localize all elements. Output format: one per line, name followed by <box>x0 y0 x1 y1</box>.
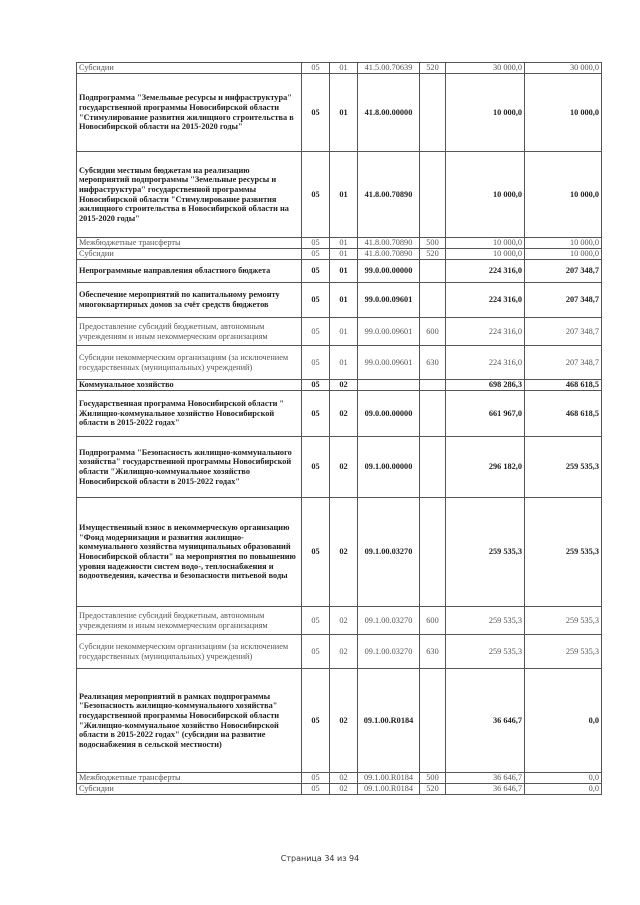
row-amount-2: 10 000,0 <box>525 249 602 260</box>
table-row <box>77 318 602 346</box>
row-subsection: 01 <box>330 238 358 249</box>
row-subsection: 01 <box>330 260 358 283</box>
budget-table <box>76 62 602 795</box>
table-row <box>77 74 602 152</box>
row-target-code: 09.1.00.03270 <box>358 498 420 607</box>
row-target-code: 41.8.00.00000 <box>358 74 420 152</box>
row-name: Реализация мероприятий в рамках подпрограммы "Безопасность жилищно-коммунального хозяйства" государственной программы Новосибирской области "Жилищно-коммунальное хозяйство Новосибирской области в 2015-2022 годах" (субсидии на развитие водоснабжения в сельской местности) <box>77 669 302 773</box>
row-name: Подпрограмма "Земельные ресурсы и инфраструктура" государственной программы Новосибирской области "Стимулирование развития жилищного строительства в Новосибирской области на 2015-2020 годы" <box>77 74 302 152</box>
row-section: 05 <box>302 380 330 391</box>
table-row <box>77 346 602 380</box>
table-row <box>77 283 602 318</box>
row-subsection: 02 <box>330 437 358 498</box>
row-subsection: 01 <box>330 152 358 238</box>
row-amount-2: 0,0 <box>525 784 602 795</box>
row-subsection: 02 <box>330 607 358 635</box>
budget-table-body <box>77 63 602 795</box>
row-target-code: 09.1.00.03270 <box>358 635 420 669</box>
row-name: Коммунальное хозяйство <box>77 380 302 391</box>
row-expense-type <box>420 74 446 152</box>
table-row <box>77 380 602 391</box>
row-expense-type <box>420 380 446 391</box>
row-amount-1: 224 316,0 <box>446 283 525 318</box>
table-row <box>77 63 602 74</box>
row-expense-type: 520 <box>420 63 446 74</box>
row-section: 05 <box>302 773 330 784</box>
row-amount-2: 259 535,3 <box>525 607 602 635</box>
row-amount-1: 10 000,0 <box>446 74 525 152</box>
row-target-code: 09.0.00.00000 <box>358 391 420 437</box>
row-amount-2: 0,0 <box>525 669 602 773</box>
row-amount-2: 10 000,0 <box>525 74 602 152</box>
row-section: 05 <box>302 249 330 260</box>
row-amount-2: 10 000,0 <box>525 238 602 249</box>
row-target-code: 09.1.00.R0184 <box>358 773 420 784</box>
table-row <box>77 498 602 607</box>
row-target-code: 99.0.00.09601 <box>358 283 420 318</box>
row-name: Субсидии некоммерческим организациям (за исключением государственных (муниципальных) учреждений) <box>77 635 302 669</box>
table-row <box>77 238 602 249</box>
row-target-code: 09.1.00.00000 <box>358 437 420 498</box>
row-section: 05 <box>302 238 330 249</box>
row-target-code <box>358 380 420 391</box>
table-row <box>77 635 602 669</box>
row-target-code: 99.0.00.00000 <box>358 260 420 283</box>
row-amount-1: 36 646,7 <box>446 669 525 773</box>
row-target-code: 41.5.00.70639 <box>358 63 420 74</box>
row-amount-2: 259 535,3 <box>525 498 602 607</box>
row-target-code: 41.8.00.70890 <box>358 249 420 260</box>
row-expense-type: 520 <box>420 784 446 795</box>
row-subsection: 01 <box>330 74 358 152</box>
row-amount-2: 207 348,7 <box>525 346 602 380</box>
table-row <box>77 607 602 635</box>
row-section: 05 <box>302 607 330 635</box>
row-name: Субсидии некоммерческим организациям (за исключением государственных (муниципальных) учреждений) <box>77 346 302 380</box>
row-name: Подпрограмма "Безопасность жилищно-коммунального хозяйства" государственной программы Новосибирской области "Жилищно-коммунальное хозяйство Новосибирской области в 2015-2022 годах" <box>77 437 302 498</box>
row-subsection: 01 <box>330 63 358 74</box>
row-subsection: 02 <box>330 635 358 669</box>
table-row <box>77 784 602 795</box>
row-amount-2: 207 348,7 <box>525 318 602 346</box>
table-row <box>77 249 602 260</box>
table-row <box>77 391 602 437</box>
row-name: Обеспечение мероприятий по капитальному ремонту многоквартирных домов за счёт средств бюджетов <box>77 283 302 318</box>
row-amount-1: 10 000,0 <box>446 238 525 249</box>
row-amount-1: 36 646,7 <box>446 784 525 795</box>
row-expense-type: 500 <box>420 238 446 249</box>
row-amount-2: 207 348,7 <box>525 260 602 283</box>
row-expense-type <box>420 391 446 437</box>
row-subsection: 02 <box>330 380 358 391</box>
row-name: Субсидии <box>77 249 302 260</box>
row-expense-type <box>420 498 446 607</box>
row-target-code: 41.8.00.70890 <box>358 238 420 249</box>
row-subsection: 02 <box>330 773 358 784</box>
row-subsection: 01 <box>330 318 358 346</box>
row-section: 05 <box>302 498 330 607</box>
row-section: 05 <box>302 346 330 380</box>
row-section: 05 <box>302 669 330 773</box>
row-amount-1: 224 316,0 <box>446 260 525 283</box>
row-subsection: 02 <box>330 669 358 773</box>
page-number: Страница 34 из 94 <box>280 854 360 863</box>
row-subsection: 02 <box>330 784 358 795</box>
row-amount-2: 468 618,5 <box>525 391 602 437</box>
row-target-code: 09.1.00.R0184 <box>358 669 420 773</box>
row-name: Предоставление субсидий бюджетным, автономным учреждениям и иным некоммерческим организациям <box>77 607 302 635</box>
row-name: Государственная программа Новосибирской области " Жилищно-коммунальное хозяйство Новосибирской области в 2015-2022 годах" <box>77 391 302 437</box>
row-expense-type <box>420 260 446 283</box>
row-amount-1: 698 286,3 <box>446 380 525 391</box>
row-amount-1: 259 535,3 <box>446 498 525 607</box>
row-name: Межбюджетные трансферты <box>77 238 302 249</box>
row-amount-1: 224 316,0 <box>446 318 525 346</box>
row-expense-type: 500 <box>420 773 446 784</box>
row-amount-1: 296 182,0 <box>446 437 525 498</box>
table-row <box>77 437 602 498</box>
table-row <box>77 773 602 784</box>
row-amount-1: 10 000,0 <box>446 152 525 238</box>
row-expense-type <box>420 283 446 318</box>
table-row <box>77 260 602 283</box>
row-amount-1: 10 000,0 <box>446 249 525 260</box>
row-section: 05 <box>302 152 330 238</box>
row-amount-2: 468 618,5 <box>525 380 602 391</box>
row-amount-2: 10 000,0 <box>525 152 602 238</box>
row-amount-2: 207 348,7 <box>525 283 602 318</box>
row-name: Субсидии <box>77 63 302 74</box>
row-name: Имущественный взнос в некоммерческую организацию "Фонд модернизации и развития жилищно-коммунального хозяйства муниципальных образований Новосибирской области" на мероприятия по повышению уровня надежности систем водо-, теплоснабжения и водоотведения, качества и безопасности питьевой воды <box>77 498 302 607</box>
row-target-code: 99.0.00.09601 <box>358 346 420 380</box>
row-amount-2: 30 000,0 <box>525 63 602 74</box>
table-row <box>77 152 602 238</box>
row-amount-1: 661 967,0 <box>446 391 525 437</box>
row-expense-type <box>420 152 446 238</box>
table-row <box>77 669 602 773</box>
row-section: 05 <box>302 283 330 318</box>
row-subsection: 01 <box>330 249 358 260</box>
row-name: Субсидии местным бюджетам на реализацию мероприятий подпрограммы "Земельные ресурсы и инфраструктура" государственной программы Новосибирской области "Стимулирование развития жилищного строительства в Новосибирской области на 2015-2020 годы" <box>77 152 302 238</box>
row-subsection: 02 <box>330 391 358 437</box>
row-amount-2: 259 535,3 <box>525 635 602 669</box>
row-section: 05 <box>302 63 330 74</box>
row-target-code: 09.1.00.R0184 <box>358 784 420 795</box>
row-expense-type: 630 <box>420 346 446 380</box>
row-amount-2: 0,0 <box>525 773 602 784</box>
row-section: 05 <box>302 260 330 283</box>
row-target-code: 99.0.00.09601 <box>358 318 420 346</box>
row-subsection: 01 <box>330 283 358 318</box>
row-section: 05 <box>302 635 330 669</box>
row-subsection: 02 <box>330 498 358 607</box>
row-amount-1: 30 000,0 <box>446 63 525 74</box>
row-subsection: 01 <box>330 346 358 380</box>
row-name: Предоставление субсидий бюджетным, автономным учреждениям и иным некоммерческим организациям <box>77 318 302 346</box>
row-amount-1: 224 316,0 <box>446 346 525 380</box>
row-amount-1: 259 535,3 <box>446 635 525 669</box>
row-expense-type: 520 <box>420 249 446 260</box>
row-name: Межбюджетные трансферты <box>77 773 302 784</box>
row-section: 05 <box>302 437 330 498</box>
row-expense-type <box>420 437 446 498</box>
row-section: 05 <box>302 391 330 437</box>
row-section: 05 <box>302 318 330 346</box>
row-target-code: 41.8.00.70890 <box>358 152 420 238</box>
row-name: Непрограммные направления областного бюджета <box>77 260 302 283</box>
row-amount-2: 259 535,3 <box>525 437 602 498</box>
row-amount-1: 36 646,7 <box>446 773 525 784</box>
row-target-code: 09.1.00.03270 <box>358 607 420 635</box>
row-name: Субсидии <box>77 784 302 795</box>
row-section: 05 <box>302 74 330 152</box>
row-expense-type: 600 <box>420 318 446 346</box>
row-amount-1: 259 535,3 <box>446 607 525 635</box>
row-expense-type <box>420 669 446 773</box>
row-expense-type: 600 <box>420 607 446 635</box>
row-section: 05 <box>302 784 330 795</box>
row-expense-type: 630 <box>420 635 446 669</box>
